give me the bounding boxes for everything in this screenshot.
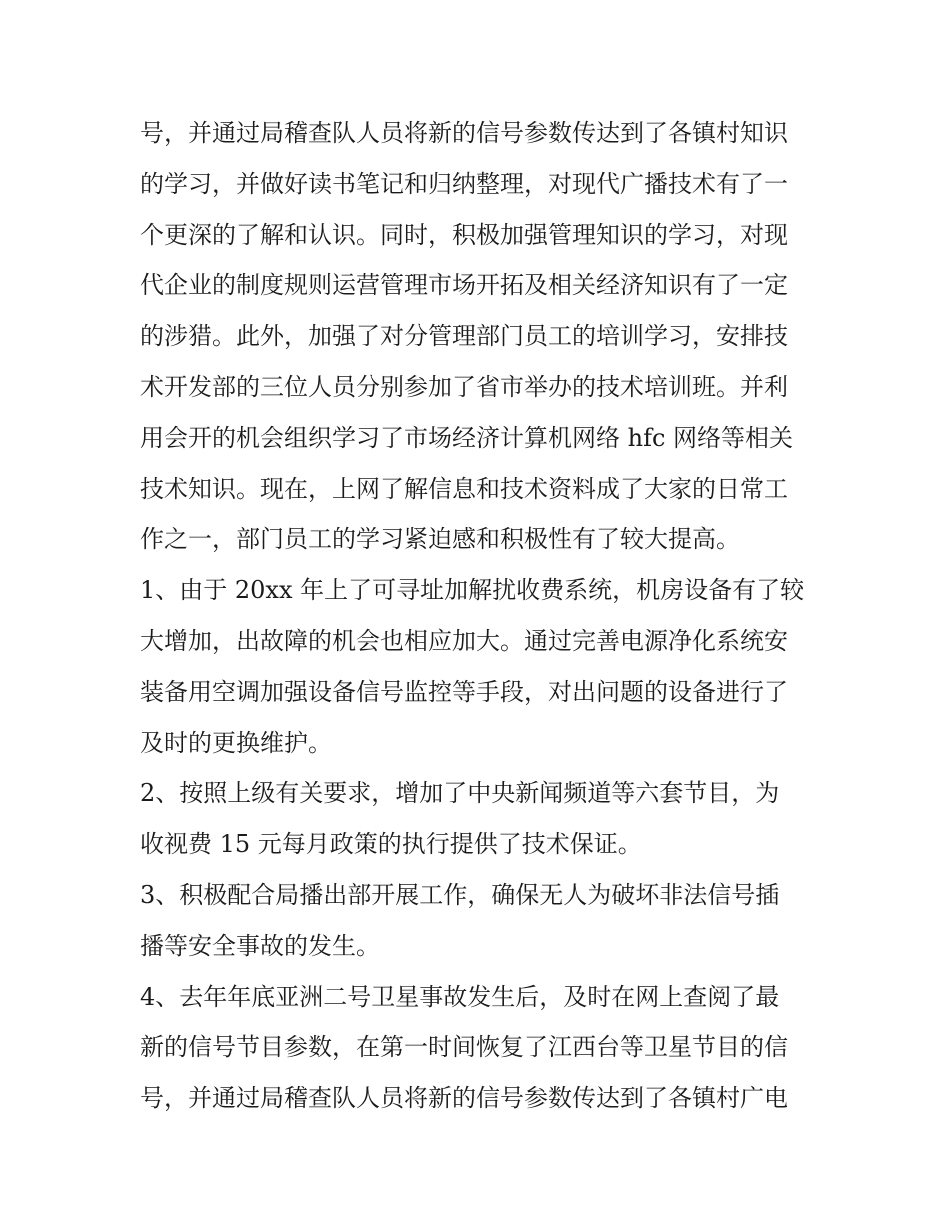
text-line: 用会开的机会组织学习了市场经济计算机网络 hfc 网络等相关 xyxy=(140,423,794,452)
text-line: 代企业的制度规则运营管理市场开拓及相关经济知识有了一定 xyxy=(140,271,788,300)
text-line: 技术知识。现在，上网了解信息和技术资料成了大家的日常工 xyxy=(140,474,788,503)
text-line: 及时的更换维护。 xyxy=(140,728,332,757)
text-line: 号，并通过局稽查队人员将新的信号参数传达到了各镇村广电 xyxy=(140,1084,788,1113)
text-line: 号，并通过局稽查队人员将新的信号参数传达到了各镇村知识 xyxy=(140,119,788,147)
text-line: 播等安全事故的发生。 xyxy=(140,931,380,960)
text-line: 大增加，出故障的机会也相应加大。通过完善电源净化系统安 xyxy=(140,626,788,655)
text-line: 新的信号节目参数，在第一时间恢复了江西台等卫星节目的信 xyxy=(140,1033,788,1062)
text-line: 2、按照上级有关要求，增加了中央新闻频道等六套节目，为 xyxy=(140,779,780,808)
document-body xyxy=(140,108,820,1124)
text-line: 术开发部的三位人员分别参加了省市举办的技术培训班。并利 xyxy=(140,372,788,401)
text-line: 装备用空调加强设备信号监控等手段，对出问题的设备进行了 xyxy=(140,677,788,706)
text-line: 1、由于 20xx 年上了可寻址加解扰收费系统，机房设备有了较 xyxy=(140,576,805,605)
text-line: 收视费 15 元每月政策的执行提供了技术保证。 xyxy=(140,830,642,859)
text-line: 3、积极配合局播出部开展工作，确保无人为破坏非法信号插 xyxy=(140,880,780,909)
text-line: 的学习，并做好读书笔记和归纳整理，对现代广播技术有了一 xyxy=(140,169,788,198)
text-line: 个更深的了解和认识。同时，积极加强管理知识的学习，对现 xyxy=(140,220,788,249)
text-line: 4、去年年底亚洲二号卫星事故发生后，及时在网上查阅了最 xyxy=(140,982,780,1011)
text-line: 的涉猎。此外，加强了对分管理部门员工的培训学习，安排技 xyxy=(140,322,788,351)
text-line: 作之一，部门员工的学习紧迫感和积极性有了较大提高。 xyxy=(140,525,740,554)
